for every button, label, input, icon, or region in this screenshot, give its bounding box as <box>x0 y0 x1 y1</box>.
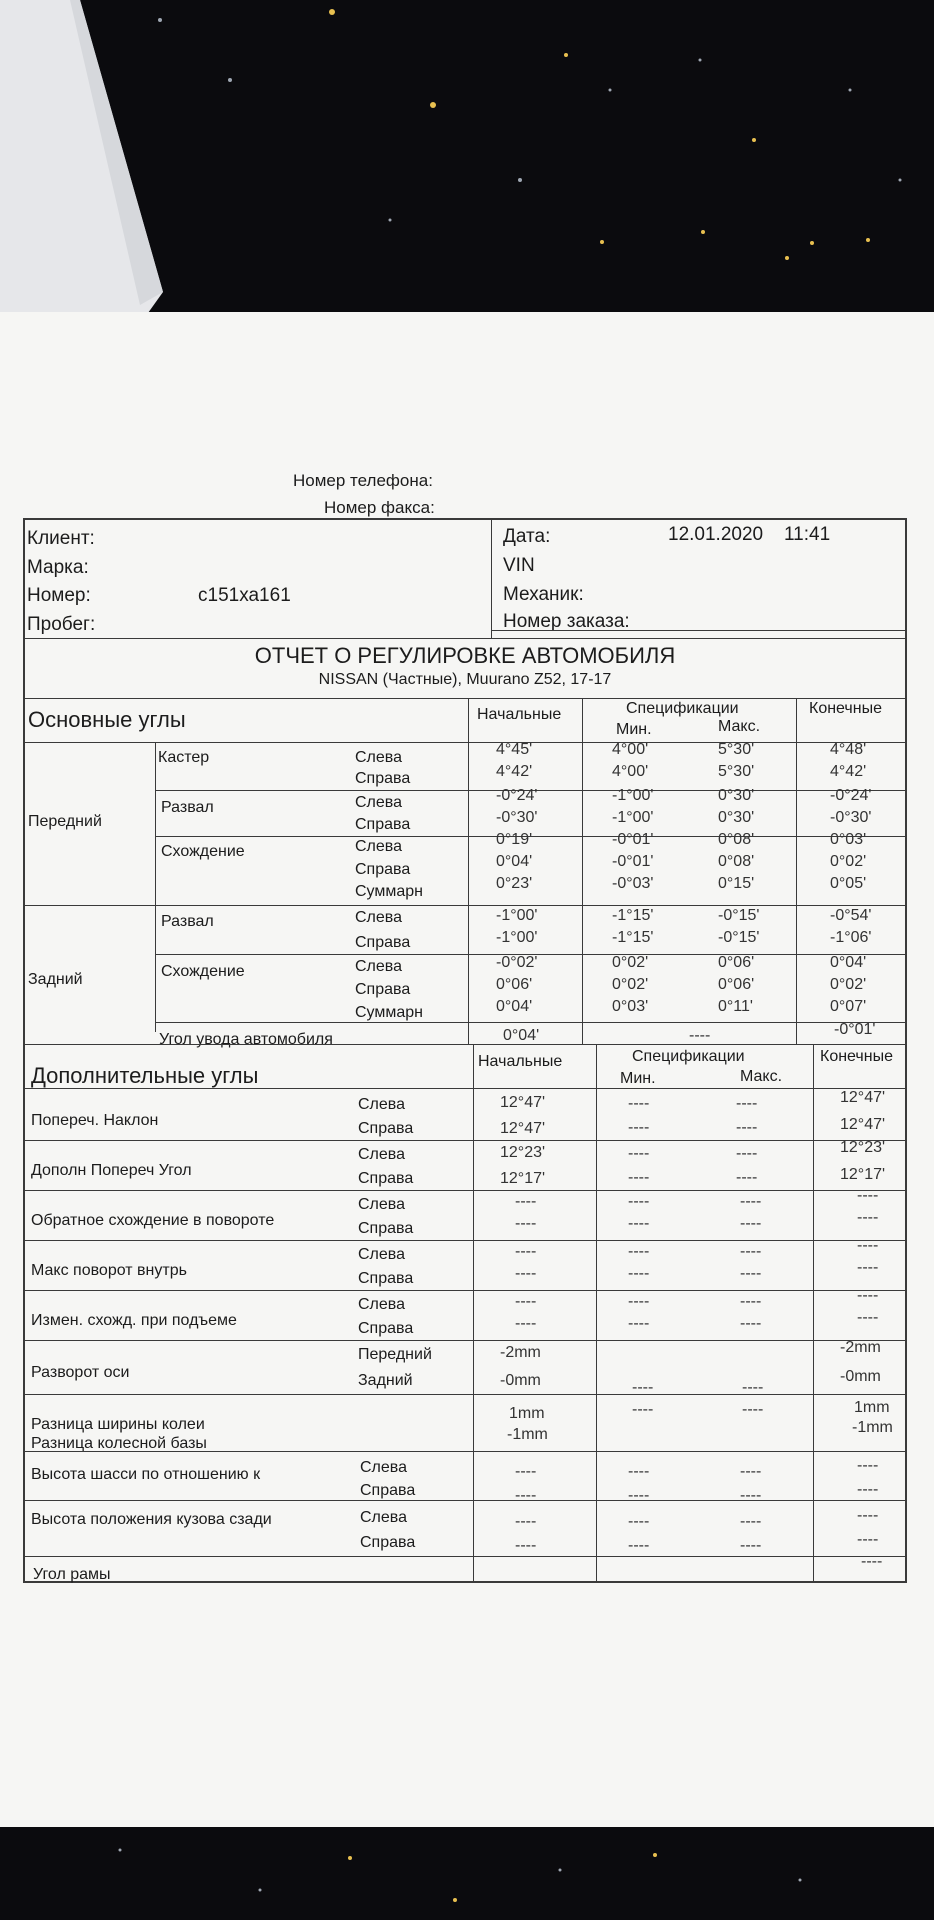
side-label: Справа <box>360 1534 416 1551</box>
extra-item-label: Дополн Попереч Угол <box>31 1162 192 1179</box>
dash-value: ---- <box>736 1095 758 1112</box>
side-label: Справа <box>355 981 411 998</box>
extra-final-value: -0mm <box>840 1368 881 1385</box>
col-spec: Спецификации <box>632 1048 745 1065</box>
mileage-label: Пробег: <box>27 614 96 635</box>
divider <box>23 905 907 906</box>
dash-value: ---- <box>740 1315 762 1332</box>
side-label: Справа <box>358 1320 414 1337</box>
main-fin-value: 0°02' <box>830 976 867 993</box>
dash-value: ---- <box>515 1537 537 1554</box>
dash-value: ---- <box>628 1215 650 1232</box>
divider <box>596 1044 597 1583</box>
col-min: Мин. <box>620 1070 656 1087</box>
side-label: Справа <box>355 770 411 787</box>
divider <box>23 638 907 639</box>
body-height-label: Высота положения кузова сзади <box>31 1511 272 1528</box>
divider <box>468 698 469 1044</box>
dash-value: ---- <box>857 1531 879 1548</box>
main-section-title: Основные углы <box>28 707 186 732</box>
dash-value: ---- <box>515 1293 537 1310</box>
rear-camber-label: Развал <box>161 913 214 930</box>
make-label: Марка: <box>27 557 89 578</box>
side-label: Слева <box>355 958 403 975</box>
dash-value: ---- <box>740 1463 762 1480</box>
side-label: Справа <box>355 861 411 878</box>
col-min: Мин. <box>616 721 652 738</box>
main-init-value: 0°06' <box>496 976 533 993</box>
report-title: ОТЧЕТ О РЕГУЛИРОВКЕ АВТОМОБИЛЯ <box>254 643 676 668</box>
dash-value: ---- <box>515 1243 537 1260</box>
main-fin-value: 0°03' <box>830 831 867 848</box>
divider <box>23 742 907 743</box>
dash-value: ---- <box>740 1193 762 1210</box>
dash-value: ---- <box>515 1513 537 1530</box>
side-label: Слева <box>355 838 403 855</box>
extra-final-value: 12°47' <box>840 1089 886 1106</box>
extra-final-value: 12°17' <box>840 1166 886 1183</box>
main-init-value: 0°04' <box>496 998 533 1015</box>
side-label: Справа <box>358 1270 414 1287</box>
dash-value: ---- <box>515 1463 537 1480</box>
main-fin-value: 4°42' <box>830 763 867 780</box>
divider <box>23 1140 907 1141</box>
dash-value: ---- <box>736 1119 758 1136</box>
main-fin-value: 0°02' <box>830 853 867 870</box>
number-label: Номер: <box>27 585 91 606</box>
phone-label: Номер телефона: <box>293 471 433 490</box>
dash-value: ---- <box>628 1119 650 1136</box>
mechanic-label: Механик: <box>503 584 584 605</box>
extra-item-label: Обратное схождение в повороте <box>31 1212 275 1229</box>
extra-item-label: Разворот оси <box>31 1364 130 1381</box>
rear-toe-label: Схождение <box>161 963 245 980</box>
main-init-value: -1°00' <box>496 907 538 924</box>
dash-value: ---- <box>515 1265 537 1282</box>
main-init-value: 0°19' <box>496 831 533 848</box>
divider <box>813 1044 814 1583</box>
track-width-label: Разница ширины колеи <box>31 1416 205 1433</box>
track-final: 1mm <box>854 1399 890 1416</box>
main-max-value: 0°06' <box>718 976 755 993</box>
extra-initial-value: 12°17' <box>500 1170 546 1187</box>
col-spec: Спецификации <box>626 700 739 717</box>
dash-value: ---- <box>857 1209 879 1226</box>
extra-final-value: 12°23' <box>840 1139 886 1156</box>
order-label: Номер заказа: <box>503 611 630 632</box>
date-label: Дата: <box>503 526 551 547</box>
thrust-initial: 0°04' <box>503 1027 540 1044</box>
dash-value: ---- <box>628 1463 650 1480</box>
vin-label: VIN <box>503 555 535 576</box>
side-label: Слева <box>358 1246 406 1263</box>
dash-value: ---- <box>857 1481 879 1498</box>
main-max-value: 0°06' <box>718 954 755 971</box>
dash-value: ---- <box>742 1379 764 1396</box>
main-fin-value: -0°54' <box>830 907 872 924</box>
divider <box>23 1044 907 1045</box>
side-label: Слева <box>358 1096 406 1113</box>
main-min-value: 0°02' <box>612 954 649 971</box>
main-min-value: 0°03' <box>612 998 649 1015</box>
divider <box>473 1044 474 1583</box>
main-max-value: 0°30' <box>718 787 755 804</box>
col-initial: Начальные <box>477 706 562 723</box>
col-final: Конечные <box>809 700 882 717</box>
frame-angle-label: Угол рамы <box>33 1566 111 1583</box>
main-init-value: 4°42' <box>496 763 533 780</box>
extra-final-value: -2mm <box>840 1339 881 1356</box>
main-fin-value: 0°07' <box>830 998 867 1015</box>
main-fin-value: 0°05' <box>830 875 867 892</box>
fax-label: Номер факса: <box>324 498 435 517</box>
dash-value: ---- <box>740 1265 762 1282</box>
divider <box>155 1022 907 1023</box>
total-label: Суммарн <box>355 1004 424 1021</box>
main-fin-value: -0°24' <box>830 787 872 804</box>
main-max-value: 0°08' <box>718 853 755 870</box>
side-label: Слева <box>360 1509 408 1526</box>
divider <box>582 698 583 1044</box>
dash-value: ---- <box>628 1243 650 1260</box>
side-label: Передний <box>358 1346 432 1363</box>
divider <box>23 1088 907 1089</box>
side-label: Слева <box>358 1296 406 1313</box>
front-toe-label: Схождение <box>161 843 245 860</box>
main-init-value: 0°04' <box>496 853 533 870</box>
front-label: Передний <box>28 813 102 830</box>
caster-label: Кастер <box>158 749 210 766</box>
number-value: с151ха161 <box>198 585 291 606</box>
dash-value: ---- <box>740 1243 762 1260</box>
dash-value: ---- <box>628 1193 650 1210</box>
divider <box>23 1500 907 1501</box>
main-init-value: -1°00' <box>496 929 538 946</box>
dash-value: ---- <box>736 1145 758 1162</box>
side-label: Слева <box>358 1196 406 1213</box>
dash-value: ---- <box>857 1187 879 1204</box>
dash-value: ---- <box>740 1293 762 1310</box>
main-max-value: 0°11' <box>718 998 753 1015</box>
main-max-value: 0°30' <box>718 809 755 826</box>
extra-item-label: Измен. схожд. при подъеме <box>31 1312 237 1329</box>
side-label: Слева <box>355 909 403 926</box>
date-value: 12.01.2020 <box>668 524 764 545</box>
col-initial: Начальные <box>478 1053 563 1070</box>
dash-value: ---- <box>857 1309 879 1326</box>
main-min-value: -1°15' <box>612 907 654 924</box>
extra-initial-value: 12°47' <box>500 1094 546 1111</box>
main-min-value: -1°00' <box>612 787 654 804</box>
divider <box>23 1190 907 1191</box>
col-final: Конечные <box>820 1048 893 1065</box>
main-min-value: -1°15' <box>612 929 654 946</box>
divider <box>491 630 907 631</box>
divider <box>796 698 797 1044</box>
extra-initial-value: -2mm <box>500 1344 541 1361</box>
dash-value: ---- <box>628 1145 650 1162</box>
side-label: Слева <box>358 1146 406 1163</box>
main-fin-value: -1°06' <box>830 929 872 946</box>
dash-value: ---- <box>632 1401 654 1418</box>
report-subtitle: NISSAN (Частные), Muurano Z52, 17-17 <box>318 671 612 688</box>
divider <box>23 1556 907 1557</box>
main-max-value: 0°08' <box>718 831 755 848</box>
main-init-value: 4°45' <box>496 741 533 758</box>
main-max-value: 0°15' <box>718 875 755 892</box>
extra-initial-value: 12°23' <box>500 1144 546 1161</box>
side-label: Слева <box>360 1459 408 1476</box>
chassis-height-label: Высота шасси по отношению к <box>31 1466 261 1483</box>
main-init-value: -0°30' <box>496 809 538 826</box>
dash-value: ---- <box>740 1215 762 1232</box>
dash-value: ---- <box>628 1513 650 1530</box>
dash-value: ---- <box>628 1169 650 1186</box>
side-label: Справа <box>358 1220 414 1237</box>
extra-initial-value: -0mm <box>500 1372 541 1389</box>
dash-value: ---- <box>515 1487 537 1504</box>
main-init-value: -0°24' <box>496 787 538 804</box>
dash-value: ---- <box>628 1315 650 1332</box>
main-min-value: -0°01' <box>612 831 654 848</box>
side-label: Справа <box>358 1120 414 1137</box>
main-max-value: 5°30' <box>718 763 755 780</box>
dash-value: ---- <box>628 1487 650 1504</box>
dash-value: ---- <box>628 1265 650 1282</box>
front-camber-label: Развал <box>161 799 214 816</box>
dash-value: ---- <box>515 1215 537 1232</box>
main-max-value: -0°15' <box>718 929 760 946</box>
col-max: Макс. <box>718 718 761 735</box>
total-label: Суммарн <box>355 883 424 900</box>
thrust-label: Угол увода автомобиля <box>159 1031 333 1048</box>
col-max: Макс. <box>740 1068 783 1085</box>
side-label: Задний <box>358 1372 413 1389</box>
extra-initial-value: 12°47' <box>500 1120 546 1137</box>
divider <box>23 698 907 699</box>
divider <box>491 520 492 638</box>
time-value: 11:41 <box>784 524 831 545</box>
dash-value: ---- <box>515 1193 537 1210</box>
main-fin-value: -0°30' <box>830 809 872 826</box>
extra-item-label: Попереч. Наклон <box>31 1112 159 1129</box>
dash-value: ---- <box>740 1513 762 1530</box>
dash-value: ---- <box>740 1487 762 1504</box>
dash-value: ---- <box>736 1169 758 1186</box>
dash-value: ---- <box>628 1537 650 1554</box>
extra-final-value: 12°47' <box>840 1116 886 1133</box>
dash-value: ---- <box>857 1507 879 1524</box>
thrust-spec: ---- <box>689 1027 711 1044</box>
dash-value: ---- <box>861 1553 883 1570</box>
extra-item-label: Макс поворот внутрь <box>31 1262 187 1279</box>
client-label: Клиент: <box>27 528 95 549</box>
main-init-value: 0°23' <box>496 875 533 892</box>
side-label: Справа <box>360 1482 416 1499</box>
track-initial: 1mm <box>509 1405 545 1422</box>
main-init-value: -0°02' <box>496 954 538 971</box>
dash-value: ---- <box>857 1259 879 1276</box>
dash-value: ---- <box>857 1287 879 1304</box>
wheelbase-label: Разница колесной базы <box>31 1435 207 1452</box>
divider <box>155 742 156 1032</box>
main-max-value: 5°30' <box>718 741 755 758</box>
side-label: Слева <box>355 794 403 811</box>
main-min-value: -1°00' <box>612 809 654 826</box>
divider <box>23 1451 907 1452</box>
dash-value: ---- <box>857 1457 879 1474</box>
main-min-value: 4°00' <box>612 763 649 780</box>
dash-value: ---- <box>632 1379 654 1396</box>
wheelbase-final: -1mm <box>852 1419 893 1436</box>
main-min-value: 0°02' <box>612 976 649 993</box>
dash-value: ---- <box>628 1095 650 1112</box>
side-label: Справа <box>355 934 411 951</box>
main-fin-value: 0°04' <box>830 954 867 971</box>
main-min-value: -0°01' <box>612 853 654 870</box>
thrust-final: -0°01' <box>834 1021 876 1038</box>
main-fin-value: 4°48' <box>830 741 867 758</box>
main-min-value: 4°00' <box>612 741 649 758</box>
side-label: Слева <box>355 749 403 766</box>
divider <box>23 1394 907 1395</box>
side-label: Справа <box>358 1170 414 1187</box>
dash-value: ---- <box>857 1237 879 1254</box>
side-label: Справа <box>355 816 411 833</box>
dash-value: ---- <box>742 1401 764 1418</box>
divider <box>23 1290 907 1291</box>
divider <box>23 1240 907 1241</box>
wheelbase-initial: -1mm <box>507 1426 548 1443</box>
rear-label: Задний <box>28 971 83 988</box>
main-min-value: -0°03' <box>612 875 654 892</box>
dash-value: ---- <box>515 1315 537 1332</box>
extra-section-title: Дополнительные углы <box>31 1063 259 1088</box>
dash-value: ---- <box>628 1293 650 1310</box>
dash-value: ---- <box>740 1537 762 1554</box>
divider <box>23 1340 907 1341</box>
main-max-value: -0°15' <box>718 907 760 924</box>
